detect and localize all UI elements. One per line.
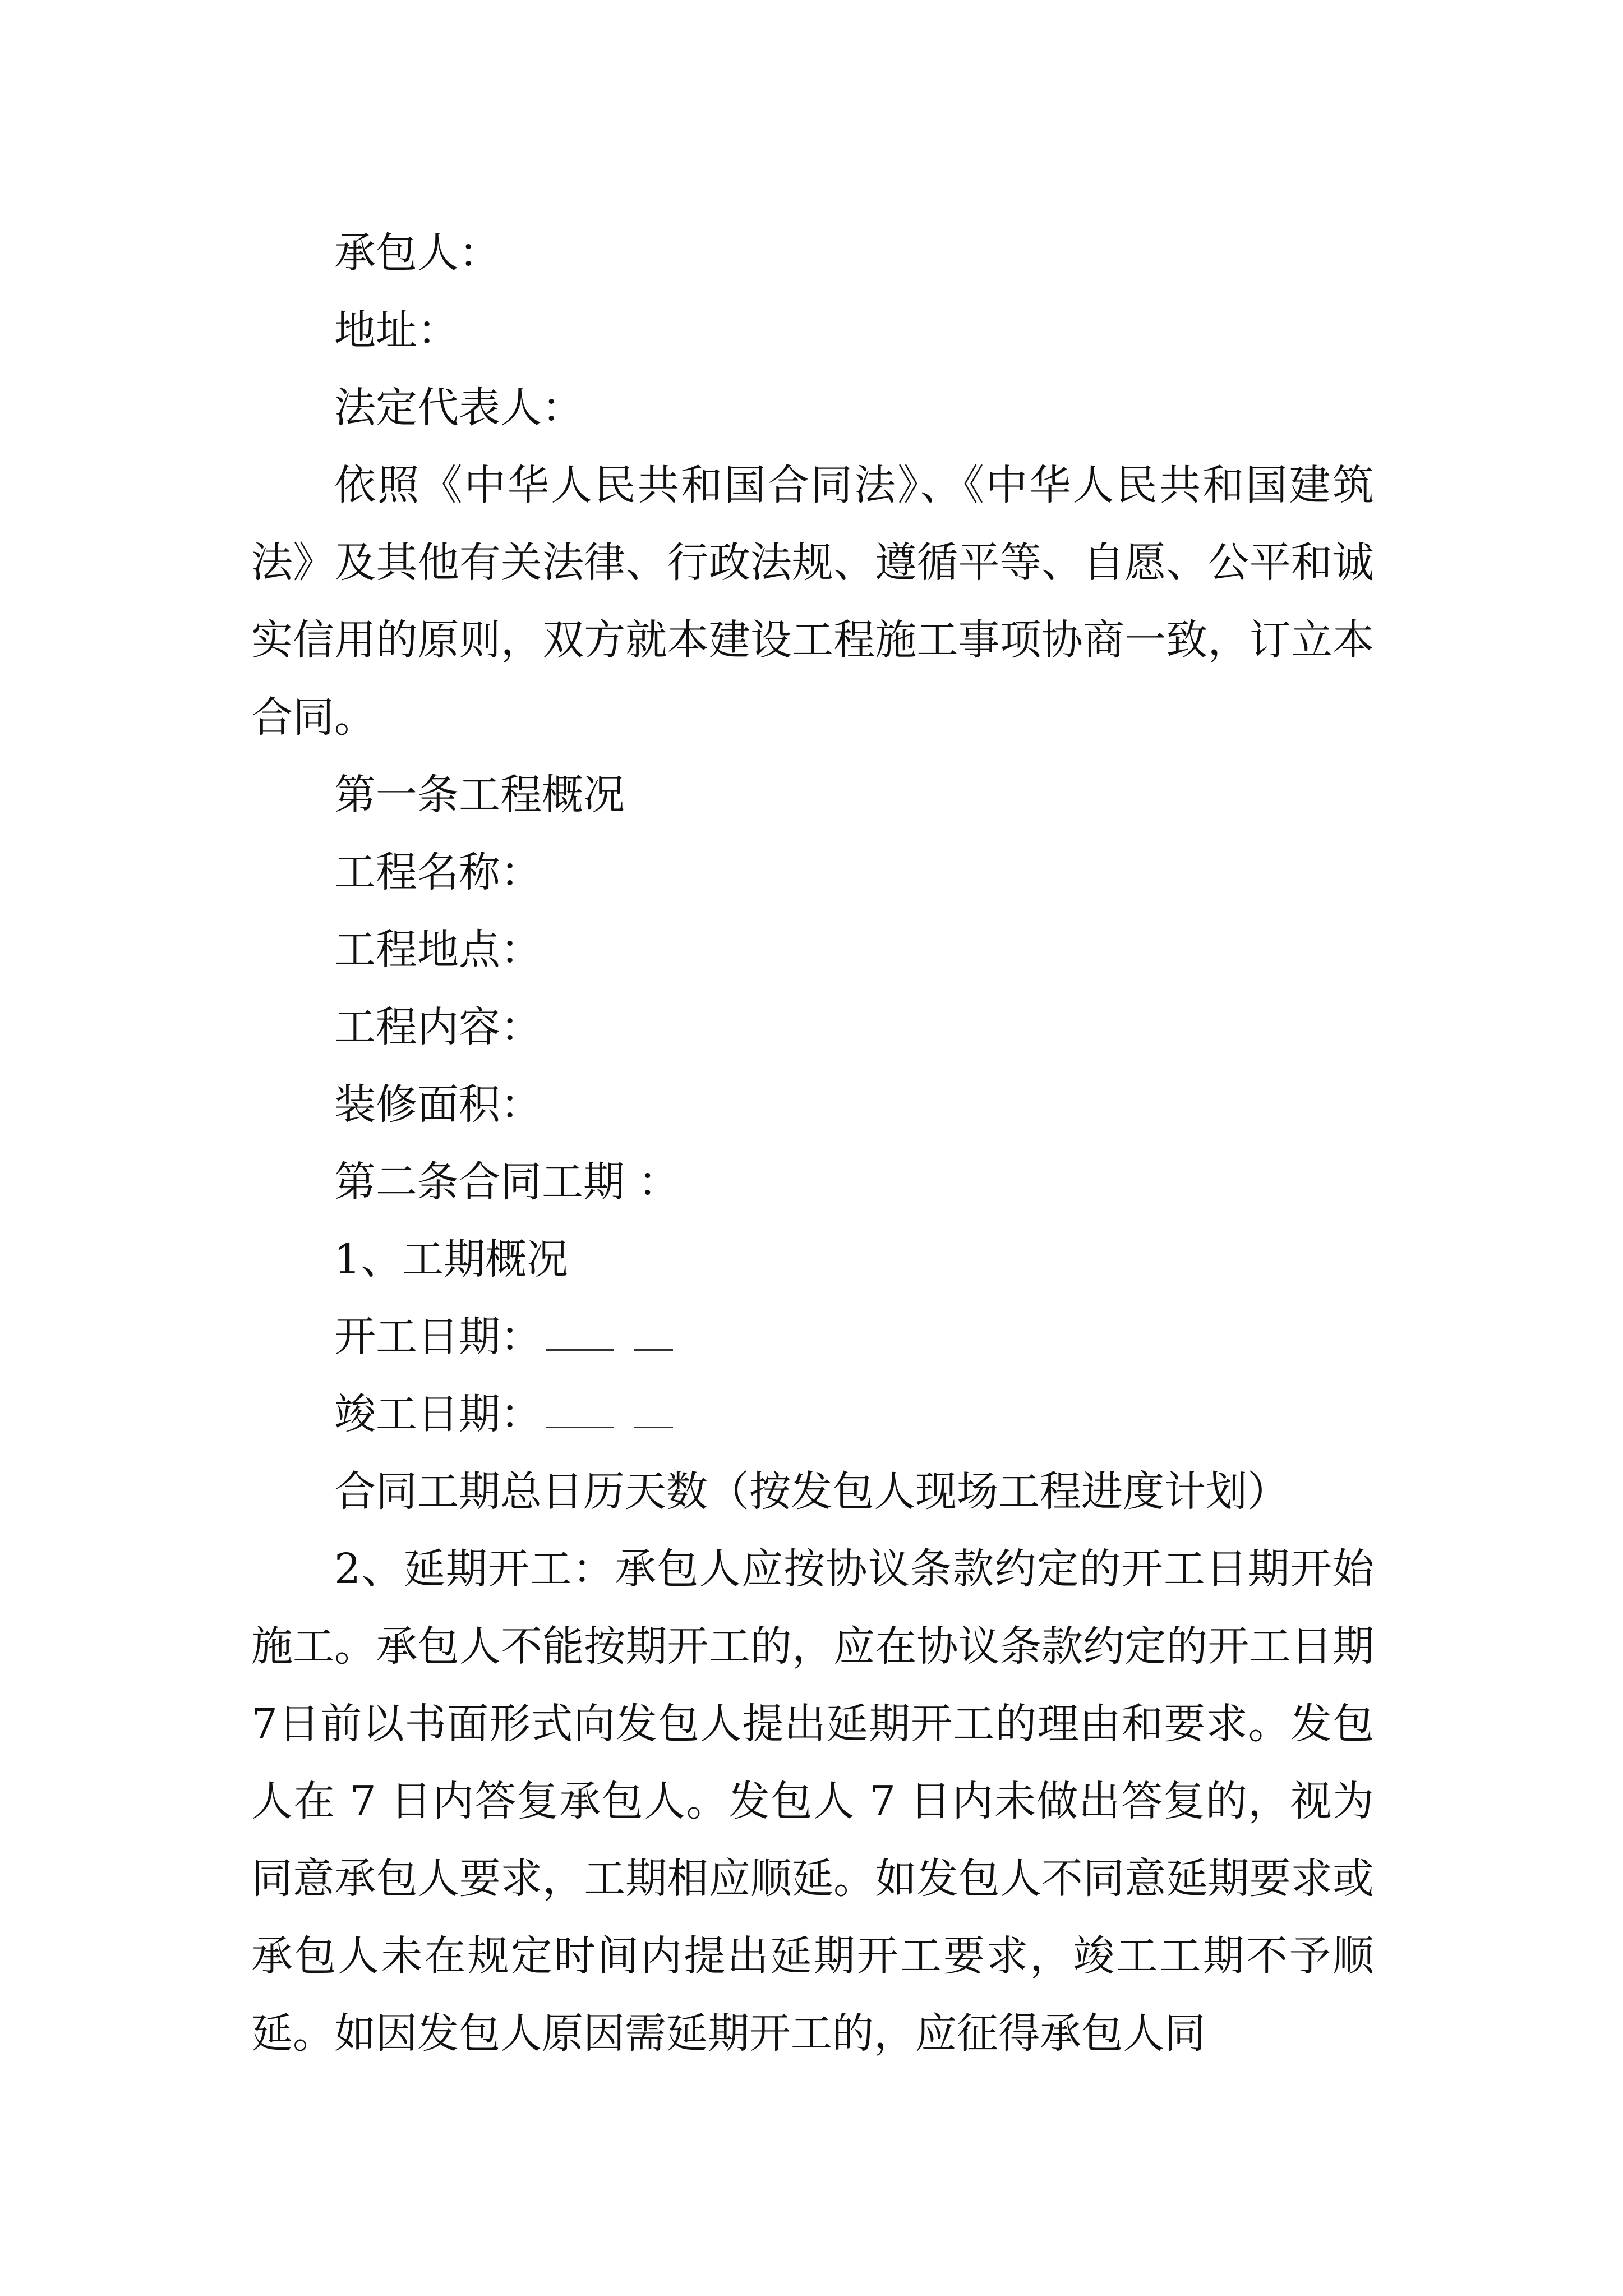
project-name-label: 工程名称： [334, 848, 542, 896]
total-days-line: 合同工期总日历天数（按发包人现场工程进度计划） [334, 1467, 1289, 1516]
completion-date-label: 竣工日期： [334, 1390, 542, 1438]
completion-date-blank-short [634, 1393, 673, 1428]
schedule-overview: 1、工期概况 [334, 1235, 569, 1283]
project-content-label: 工程内容： [334, 1003, 542, 1051]
article1-title: 第一条工程概况 [334, 771, 625, 819]
address-label: 地址： [334, 306, 459, 355]
start-date-blank-short [634, 1315, 673, 1351]
article2-title: 第二条合同工期 ： [334, 1158, 680, 1206]
completion-date-row [251, 1375, 1374, 1453]
project-location-label: 工程地点： [334, 926, 542, 974]
document-body [251, 214, 1374, 2072]
delay-clause-paragraph: 2、延期开工：承包人应按协议条款约定的开工日期开始施工。承包人不能按期开工的，应在协议条款约定的开工日期7日前以书面形式向发包人提出延期开工的理由和要求。发包人在 7 日内答复承包人。发包人 7 日内未做出答复的，视为同意承包人要求，工期相应顺延。如发包人不同意延期要求或承包人未在规定时间内提出延期开工要求，竣工工期不予顺延。如因发包人原因需延期开工的，应征得承包人同 [251, 1545, 1374, 2058]
start-date-blank [546, 1315, 614, 1351]
legal-rep-label: 法定代表人： [334, 384, 583, 432]
preamble-paragraph: 依照《中华人民共和国合同法》、《中华人民共和国建筑法》及其他有关法律、行政法规、遵循平等、自愿、公平和诚实信用的原则，双方就本建设工程施工事项协商一致，订立本合同。 [251, 461, 1374, 742]
completion-date-blank [546, 1393, 614, 1428]
start-date-row [251, 1298, 1374, 1375]
decoration-area-label: 装修面积： [334, 1080, 542, 1129]
start-date-label: 开工日期： [334, 1313, 542, 1361]
contractor-label: 承包人： [334, 229, 500, 277]
